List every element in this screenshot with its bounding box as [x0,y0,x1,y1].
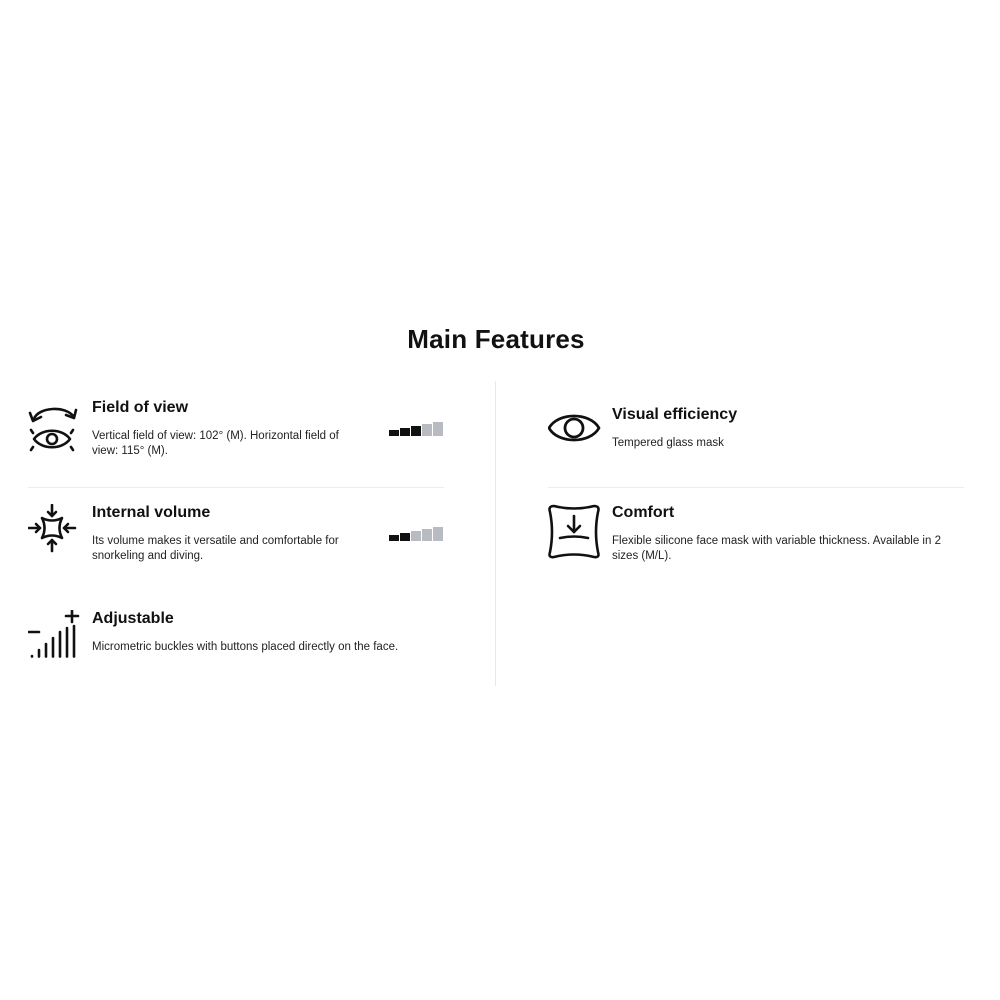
feature-description: Flexible silicone face mask with variable thickness. Available in 2 sizes (M/L). [612,535,941,562]
row-divider-right [548,487,964,488]
eye-icon [548,406,604,462]
rating-segment [411,531,421,541]
cushion-icon [548,504,604,560]
feature-name: Comfort [612,504,675,521]
feature-description: Tempered glass mask [612,437,724,449]
feature-description: Micrometric buckles with buttons placed directly on the face. [92,641,399,653]
feature-description: Vertical field of view: 102° (M). Horizontal field of view: 115° (M). [92,430,339,457]
rating-segment [411,426,421,436]
rating-field-of-view [389,422,443,436]
rating-segment [422,529,432,541]
row-divider-left [28,487,444,488]
rating-segment [400,428,410,436]
feature-name: Visual efficiency [612,406,738,423]
feature-name: Internal volume [92,504,211,521]
rating-segment [389,535,399,541]
adjust-bars-icon [28,610,84,666]
rating-segment [389,430,399,436]
column-divider [495,381,496,686]
rating-segment [433,527,443,541]
rating-segment [422,424,432,436]
rating-segment [400,533,410,541]
page-title: Main Features [407,324,585,354]
feature-name: Field of view [92,399,189,416]
eye-rotate-icon [28,399,84,455]
feature-name: Adjustable [92,610,174,627]
rating-internal-volume [389,527,443,541]
compress-icon [28,504,84,560]
feature-description: Its volume makes it versatile and comfortable for snorkeling and diving. [92,535,339,562]
rating-segment [433,422,443,436]
